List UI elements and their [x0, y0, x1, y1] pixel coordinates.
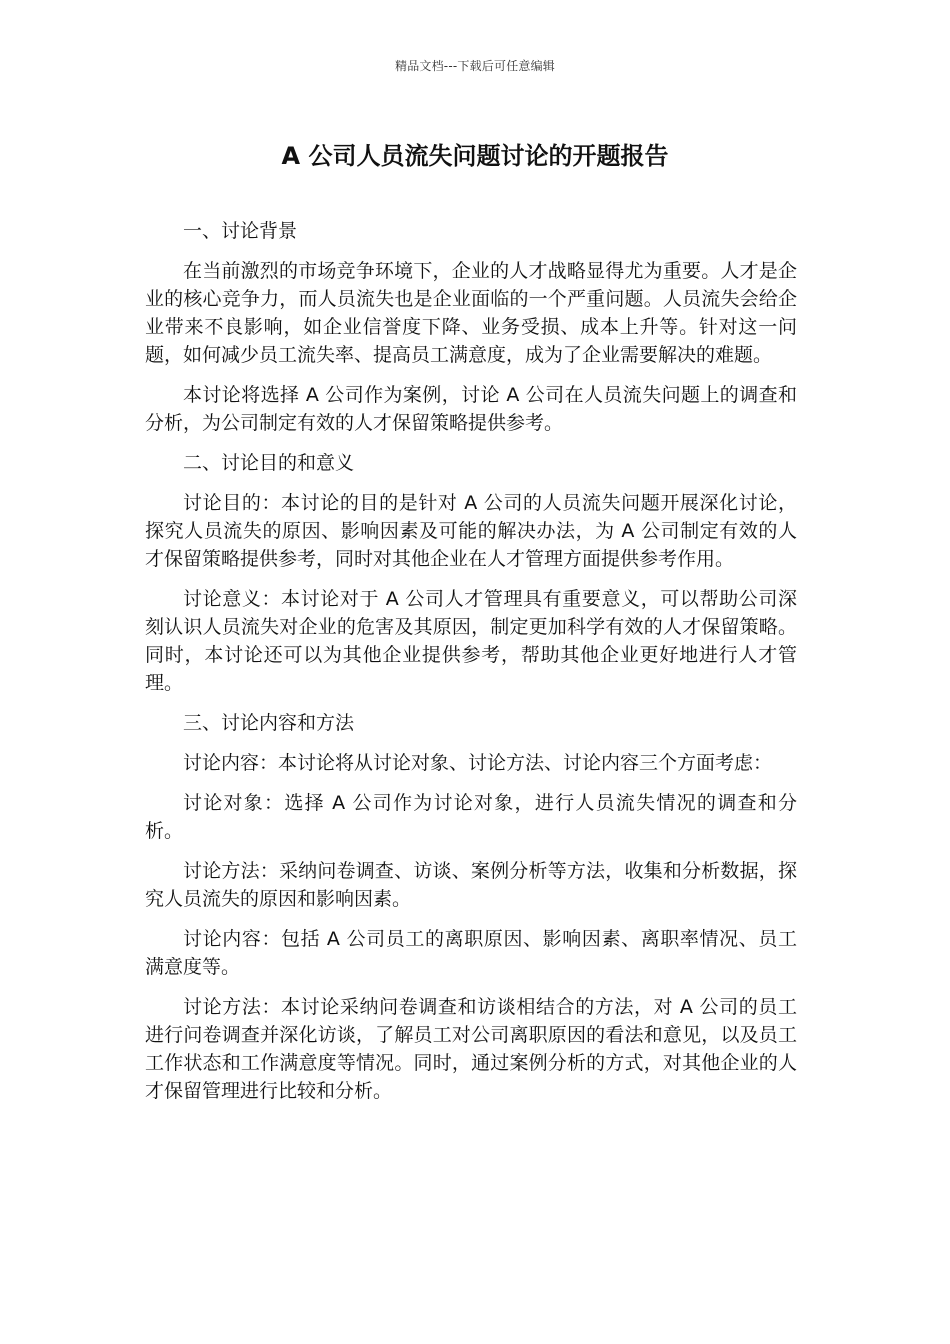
section-heading-purpose: 二、讨论目的和意义	[183, 452, 355, 474]
paragraph-content-overview: 讨论内容：本讨论将从讨论对象、讨论方法、讨论内容三个方面考虑：	[183, 752, 773, 774]
document-body	[145, 217, 797, 1117]
paragraph-background-2: 本讨论将选择 A 公司作为案例，讨论 A 公司在人员流失问题上的调查和分析，为公司制定有效的人才保留策略提供参考。	[145, 384, 797, 434]
section-heading-background: 一、讨论背景	[183, 220, 298, 242]
section-heading-content-method: 三、讨论内容和方法	[183, 712, 355, 734]
paragraph-background-1: 在当前激烈的市场竞争环境下，企业的人才战略显得尤为重要。人才是企业的核心竞争力，而人员流失也是企业面临的一个严重问题。人员流失会给企业带来不良影响，如企业信誉度下降、业务受损、成本上升等。针对这一问题，如何减少员工流失率、提高员工满意度，成为了企业需要解决的难题。	[145, 260, 797, 366]
paragraph-purpose: 讨论目的：本讨论的目的是针对 A 公司的人员流失问题开展深化讨论，探究人员流失的原因、影响因素及可能的解决办法，为 A 公司制定有效的人才保留策略提供参考，同时对其他企业在人才管理方面提供参考作用。	[145, 492, 797, 570]
paragraph-research-content: 讨论内容：包括 A 公司员工的离职原因、影响因素、离职率情况、员工满意度等。	[145, 928, 797, 978]
paragraph-significance: 讨论意义：本讨论对于 A 公司人才管理具有重要意义，可以帮助公司深刻认识人员流失对企业的危害及其原因，制定更加科学有效的人才保留策略。同时，本讨论还可以为其他企业提供参考，帮助其他企业更好地进行人才管理。	[145, 588, 797, 694]
paragraph-research-object: 讨论对象：选择 A 公司作为讨论对象，进行人员流失情况的调查和分析。	[145, 792, 797, 842]
header-note: 精品文档---下载后可任意编辑	[395, 59, 555, 73]
paragraph-method-detail: 讨论方法：本讨论采纳问卷调查和访谈相结合的方法，对 A 公司的员工进行问卷调查并深化访谈，了解员工对公司离职原因的看法和意见，以及员工工作状态和工作满意度等情况。同时，通过案例分析的方式，对其他企业的人才保留管理进行比较和分析。	[145, 996, 797, 1102]
paragraph-research-method: 讨论方法：采纳问卷调查、访谈、案例分析等方法，收集和分析数据，探究人员流失的原因和影响因素。	[145, 860, 797, 910]
document-title: A 公司人员流失问题讨论的开题报告	[281, 142, 669, 170]
